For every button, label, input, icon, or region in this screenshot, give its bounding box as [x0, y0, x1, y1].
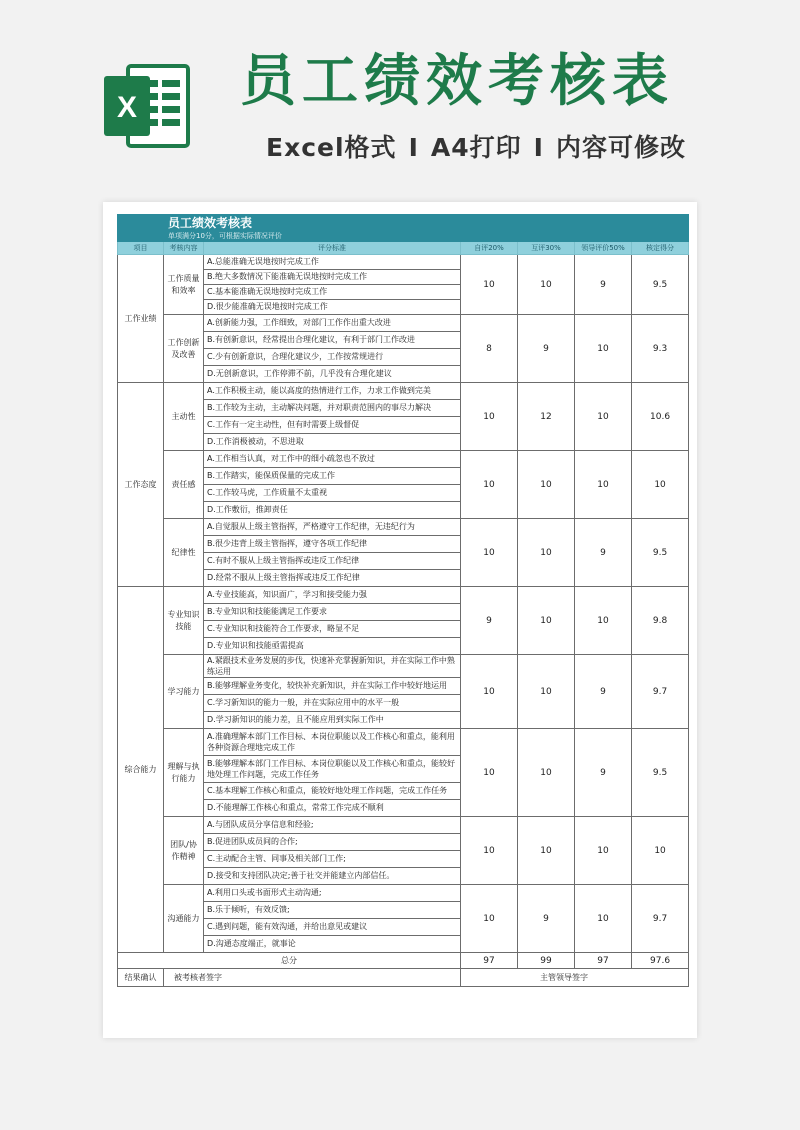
criteria-cell: B.很少违背上级主管指挥，遵守各项工作纪律 [204, 536, 461, 553]
score-leader[interactable]: 10 [575, 817, 632, 885]
score-leader[interactable]: 10 [575, 315, 632, 383]
criteria-cell: C.基本理解工作核心和重点，能较好地处理工作问题，完成工作任务 [204, 783, 461, 800]
project-cell: 工作业绩 [118, 255, 164, 383]
criteria-cell: C.遇到问题，能有效沟通，并给出意见或建议 [204, 919, 461, 936]
col-criteria: 评分标准 [204, 242, 461, 255]
criteria-cell: B.能够理解业务变化，较快补充新知识，并在实际工作中较好地运用 [204, 678, 461, 695]
content-cell: 沟通能力 [164, 885, 204, 953]
total-peer: 99 [518, 953, 575, 969]
criteria-row [118, 885, 689, 902]
score-peer[interactable]: 10 [518, 729, 575, 817]
score-leader[interactable]: 9 [575, 729, 632, 817]
confirm-row [118, 969, 689, 987]
sheet-subtitle: 单项满分10分，可根据实际情况评价 [118, 232, 689, 242]
banner-subtitle: Excel格式 I A4打印 I 内容可修改 [266, 133, 686, 162]
performance-table [117, 214, 689, 987]
criteria-cell: D.沟通态度端正，就事论 [204, 936, 461, 953]
content-cell: 主动性 [164, 383, 204, 451]
col-peer: 互评30% [518, 242, 575, 255]
score-final[interactable]: 9.5 [632, 519, 689, 587]
criteria-row [118, 817, 689, 834]
score-self[interactable]: 10 [461, 729, 518, 817]
score-final[interactable]: 9.3 [632, 315, 689, 383]
leader-signature[interactable] [461, 969, 689, 987]
banner-title: 员工绩效考核表 [240, 49, 674, 114]
criteria-cell: D.无创新意识，工作停滞不前，几乎没有合理化建议 [204, 366, 461, 383]
score-self[interactable]: 10 [461, 885, 518, 953]
criteria-cell: D.不能理解工作核心和重点，常常工作完成不顺利 [204, 800, 461, 817]
score-leader[interactable]: 9 [575, 519, 632, 587]
criteria-cell: B.专业知识和技能能满足工作要求 [204, 604, 461, 621]
svg-text:X: X [116, 91, 138, 124]
confirm-label: 结果确认 [118, 969, 164, 987]
score-peer[interactable]: 10 [518, 451, 575, 519]
content-cell: 团队/协作精神 [164, 817, 204, 885]
criteria-row [118, 255, 689, 270]
score-self[interactable]: 10 [461, 383, 518, 451]
content-cell: 工作质量和效率 [164, 255, 204, 315]
total-row [118, 953, 689, 969]
criteria-cell: A.与团队成员分享信息和经验; [204, 817, 461, 834]
score-peer[interactable]: 9 [518, 885, 575, 953]
score-self[interactable]: 9 [461, 587, 518, 655]
score-leader[interactable]: 10 [575, 885, 632, 953]
total-final: 97.6 [632, 953, 689, 969]
score-self[interactable]: 10 [461, 255, 518, 315]
sheet-title: 员工绩效考核表 [118, 215, 689, 232]
criteria-cell: A.紧跟技术业务发展的步伐，快速补充掌握新知识，并在实际工作中熟练运用 [204, 655, 461, 678]
reviewee-signature[interactable] [164, 969, 461, 987]
reviewee-label: 被考核者签字 [174, 972, 222, 982]
criteria-cell: D.工作敷衍，推卸责任 [204, 502, 461, 519]
score-peer[interactable]: 10 [518, 817, 575, 885]
content-cell: 工作创新及改善 [164, 315, 204, 383]
criteria-cell: B.促进团队成员间的合作; [204, 834, 461, 851]
criteria-cell: D.接受和支持团队决定;善于社交并能建立内部信任。 [204, 868, 461, 885]
criteria-cell: A.准确理解本部门工作目标、本岗位职能以及工作核心和重点，能利用各种资源合理地完成工作 [204, 729, 461, 756]
score-leader[interactable]: 9 [575, 655, 632, 729]
content-cell: 责任感 [164, 451, 204, 519]
criteria-row [118, 519, 689, 536]
criteria-cell: D.专业知识和技能亟需提高 [204, 638, 461, 655]
criteria-cell: B.工作较为主动，主动解决问题，并对职责范围内的事尽力解决 [204, 400, 461, 417]
document-sheet [103, 202, 697, 1038]
col-content: 考核内容 [164, 242, 204, 255]
criteria-cell: A.工作积极主动，能以高度的热情进行工作，力求工作做到完美 [204, 383, 461, 400]
score-peer[interactable]: 10 [518, 255, 575, 315]
criteria-cell: A.工作相当认真，对工作中的细小疏忽也不放过 [204, 451, 461, 468]
leader-label: 主管领导签字 [540, 972, 588, 982]
total-self: 97 [461, 953, 518, 969]
table-body [118, 255, 689, 953]
criteria-row [118, 587, 689, 604]
project-cell: 工作态度 [118, 383, 164, 587]
score-self[interactable]: 10 [461, 655, 518, 729]
content-cell: 专业知识技能 [164, 587, 204, 655]
criteria-cell: B.有创新意识，经常提出合理化建议，有利于部门工作改进 [204, 332, 461, 349]
score-self[interactable]: 8 [461, 315, 518, 383]
criteria-cell: B.绝大多数情况下能准确无误地按时完成工作 [204, 270, 461, 285]
criteria-cell: A.专业技能高，知识面广，学习和接受能力强 [204, 587, 461, 604]
score-final[interactable]: 10 [632, 451, 689, 519]
criteria-row [118, 315, 689, 332]
score-peer[interactable]: 10 [518, 519, 575, 587]
criteria-cell: C.有时不服从上级主管指挥或违反工作纪律 [204, 553, 461, 570]
column-header-row [118, 242, 689, 255]
criteria-cell: C.工作较马虎，工作质量不太重视 [204, 485, 461, 502]
score-final[interactable]: 9.5 [632, 255, 689, 315]
score-peer[interactable]: 12 [518, 383, 575, 451]
content-cell: 学习能力 [164, 655, 204, 729]
content-cell: 纪律性 [164, 519, 204, 587]
criteria-cell: D.经常不服从上级主管指挥或违反工作纪律 [204, 570, 461, 587]
score-leader[interactable]: 10 [575, 383, 632, 451]
criteria-cell: C.工作有一定主动性，但有时需要上级督促 [204, 417, 461, 434]
score-final[interactable]: 9.5 [632, 729, 689, 817]
score-leader[interactable]: 10 [575, 587, 632, 655]
col-project: 项目 [118, 242, 164, 255]
criteria-cell: C.专业知识和技能符合工作要求，略显不足 [204, 621, 461, 638]
criteria-row [118, 383, 689, 400]
criteria-cell: C.少有创新意识，合理化建议少，工作按常规进行 [204, 349, 461, 366]
score-final[interactable]: 10 [632, 817, 689, 885]
criteria-row [118, 655, 689, 678]
criteria-cell: D.工作消极被动，不思进取 [204, 434, 461, 451]
criteria-cell: C.学习新知识的能力一般，并在实际应用中的水平一般 [204, 695, 461, 712]
score-self[interactable]: 10 [461, 519, 518, 587]
criteria-row [118, 729, 689, 756]
score-final[interactable]: 9.7 [632, 885, 689, 953]
score-final[interactable]: 9.7 [632, 655, 689, 729]
content-cell: 理解与执行能力 [164, 729, 204, 817]
criteria-row [118, 451, 689, 468]
criteria-cell: B.工作踏实，能保质保量的完成工作 [204, 468, 461, 485]
score-peer[interactable]: 9 [518, 315, 575, 383]
excel-icon [100, 60, 192, 152]
score-final[interactable]: 9.8 [632, 587, 689, 655]
criteria-cell: B.能够理解本部门工作目标、本岗位职能以及工作核心和重点，能较好地处理工作问题，完成工作任务 [204, 756, 461, 783]
score-peer[interactable]: 10 [518, 587, 575, 655]
score-self[interactable]: 10 [461, 451, 518, 519]
criteria-cell: C.基本能准确无误地按时完成工作 [204, 285, 461, 300]
total-label: 总分 [118, 953, 461, 969]
total-leader: 97 [575, 953, 632, 969]
criteria-cell: A.创新能力强，工作细致，对部门工作作出重大改进 [204, 315, 461, 332]
criteria-cell: A.自觉服从上级主管指挥，严格遵守工作纪律，无违纪行为 [204, 519, 461, 536]
score-self[interactable]: 10 [461, 817, 518, 885]
criteria-cell: A.利用口头或书面形式主动沟通; [204, 885, 461, 902]
col-leader: 领导评价50% [575, 242, 632, 255]
col-final: 核定得分 [632, 242, 689, 255]
score-peer[interactable]: 10 [518, 655, 575, 729]
criteria-cell: A.总能准确无误地按时完成工作 [204, 255, 461, 270]
score-leader[interactable]: 10 [575, 451, 632, 519]
criteria-cell: D.很少能准确无误地按时完成工作 [204, 300, 461, 315]
col-self: 自评20% [461, 242, 518, 255]
criteria-cell: B.乐于倾听，有效反馈; [204, 902, 461, 919]
score-leader[interactable]: 9 [575, 255, 632, 315]
criteria-cell: C.主动配合主管、同事及相关部门工作; [204, 851, 461, 868]
criteria-cell: D.学习新知识的能力差，且不能应用到实际工作中 [204, 712, 461, 729]
project-cell: 综合能力 [118, 587, 164, 953]
score-final[interactable]: 10.6 [632, 383, 689, 451]
